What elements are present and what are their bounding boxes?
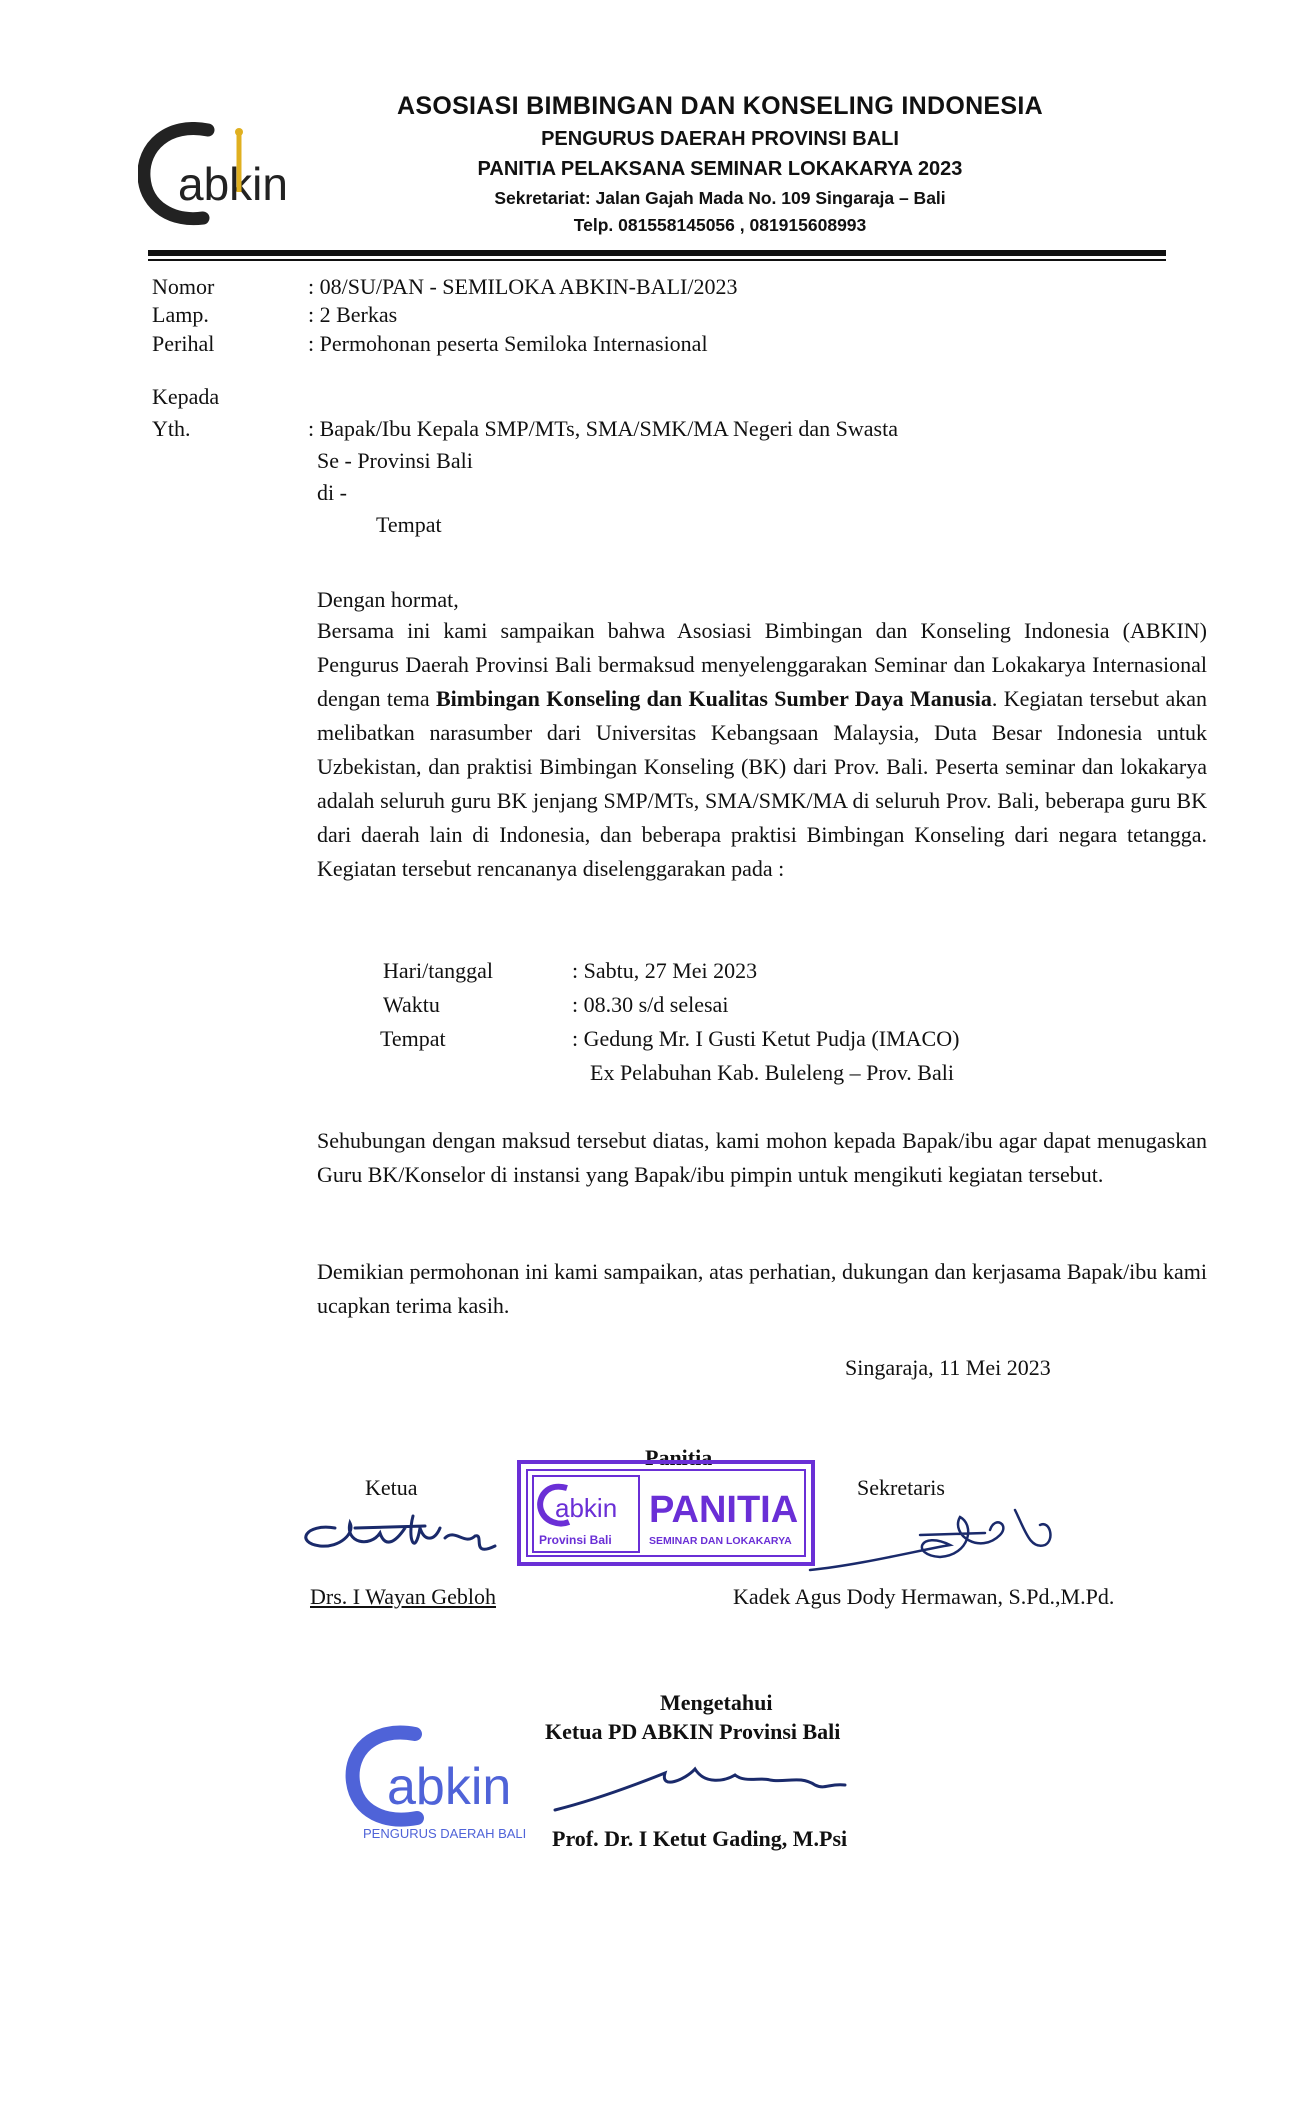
nomor-value: : 08/SU/PAN - SEMILOKA ABKIN-BALI/2023 — [308, 274, 738, 299]
phone-numbers: Telp. 081558145056 , 081915608993 — [573, 215, 867, 235]
seminar-theme: Bimbingan Konseling dan Kualitas Sumber Daya Manusia — [435, 686, 992, 711]
org-name: ASOSIASI BIMBINGAN DAN KONSELING INDONESIA — [397, 92, 1043, 120]
ketua-signature — [295, 1498, 535, 1583]
place-date: Singaraja, 11 Mei 2023 — [845, 1355, 1051, 1380]
perihal-value: : Permohonan peserta Semiloka Internasional — [308, 331, 708, 356]
ketua-pd-label: Ketua PD ABKIN Provinsi Bali — [545, 1719, 841, 1744]
yth-label: Yth. — [152, 416, 191, 441]
branch-name: PENGURUS DAERAH PROVINSI BALI — [541, 128, 899, 150]
event-time-label: Waktu — [383, 992, 440, 1017]
lamp-label: Lamp. — [152, 302, 209, 327]
perihal-label: Perihal — [152, 331, 215, 356]
event-place-label: Tempat — [380, 1026, 446, 1051]
event-date-value: : Sabtu, 27 Mei 2023 — [572, 958, 758, 983]
svg-text:abkin: abkin — [555, 1493, 618, 1523]
recipient-line-1: : Bapak/Ibu Kepala SMP/MTs, SMA/SMK/MA Negeri dan Swasta — [308, 416, 898, 441]
pd-abkin-seal — [345, 1720, 545, 1850]
recipient-line-2: Se - Provinsi Bali — [317, 448, 473, 473]
sekretaris-signature — [800, 1495, 1080, 1585]
recipient-line-4: Tempat — [376, 512, 442, 537]
lamp-value: : 2 Berkas — [308, 302, 398, 327]
abkin-logo — [138, 122, 318, 232]
event-place-value-2: Ex Pelabuhan Kab. Buleleng – Prov. Bali — [590, 1060, 954, 1085]
svg-text:abkin: abkin — [178, 158, 288, 210]
kepada-label: Kepada — [152, 384, 220, 409]
event-date-label: Hari/tanggal — [383, 958, 493, 983]
pd-chair-name: Prof. Dr. I Ketut Gading, M.Psi — [552, 1826, 848, 1851]
ketua-name: Drs. I Wayan Gebloh — [310, 1584, 497, 1609]
committee-name: PANITIA PELAKSANA SEMINAR LOKAKARYA 2023 — [477, 158, 963, 180]
sekretaris-name: Kadek Agus Dody Hermawan, S.Pd.,M.Pd. — [733, 1584, 1115, 1609]
event-time-value: : 08.30 s/d selesai — [572, 992, 729, 1017]
event-place-value: : Gedung Mr. I Gusti Ketut Pudja (IMACO) — [572, 1026, 960, 1051]
panitia-stamp — [517, 1460, 815, 1566]
secretariat-address: Sekretariat: Jalan Gajah Mada No. 109 Singaraja – Bali — [494, 188, 946, 208]
svg-text:abkin: abkin — [387, 1758, 512, 1816]
paragraph-2: Sehubungan dengan maksud tersebut diatas, kami mohon kepada Bapak/ibu agar dapat menugaskan Guru BK/Konselor di instansi yang Bapak/ibu pimpin untuk mengikuti kegiatan tersebut. — [317, 1128, 1207, 1187]
mengetahui-label: Mengetahui — [660, 1690, 773, 1715]
svg-text:SEMINAR DAN LOKAKARYA: SEMINAR DAN LOKAKARYA — [649, 1535, 792, 1547]
sekretaris-label: Sekretaris — [857, 1475, 945, 1500]
header-rule-thin — [148, 259, 1166, 261]
recipient-line-3: di - — [317, 480, 347, 505]
ketua-label: Ketua — [365, 1475, 418, 1500]
svg-text:Provinsi Bali: Provinsi Bali — [539, 1533, 612, 1547]
svg-text:PENGURUS DAERAH BALI: PENGURUS DAERAH BALI — [363, 1826, 527, 1841]
nomor-label: Nomor — [152, 274, 215, 299]
pd-signature — [545, 1745, 865, 1820]
greeting: Dengan hormat, — [317, 587, 459, 612]
paragraph-1: Bersama ini kami sampaikan bahwa Asosiasi Bimbingan dan Konseling Indonesia (ABKIN) Pengurus Daerah Provinsi Bali bermaksud menyelenggarakan Seminar dan Lokakarya Internasional dengan tema Bimbingan Konseling dan Kualitas Sumber Daya Manusia. Kegiatan tersebut akan melibatkan narasumber dari Universitas Kebangsaan Malaysia, Duta Besar Indonesia untuk Uzbekistan, dan praktisi Bimbingan Konseling (BK) dari Prov. Bali. Peserta seminar dan lokakarya adalah seluruh guru BK jenjang SMP/MTs, SMA/SMK/MA di seluruh Prov. Bali, beberapa guru BK dari daerah lain di Indonesia, dan beberapa praktisi Bimbingan Konseling dari negara tetangga. Kegiatan tersebut rencananya diselenggarakan pada : — [317, 618, 1207, 881]
header-rule-thick — [148, 250, 1166, 256]
svg-text:PANITIA: PANITIA — [649, 1489, 799, 1531]
panitia-heading: Panitia — [645, 1445, 713, 1470]
paragraph-3: Demikian permohonan ini kami sampaikan, atas perhatian, dukungan dan kerjasama Bapak/ibu kami ucapkan terima kasih. — [317, 1259, 1207, 1318]
